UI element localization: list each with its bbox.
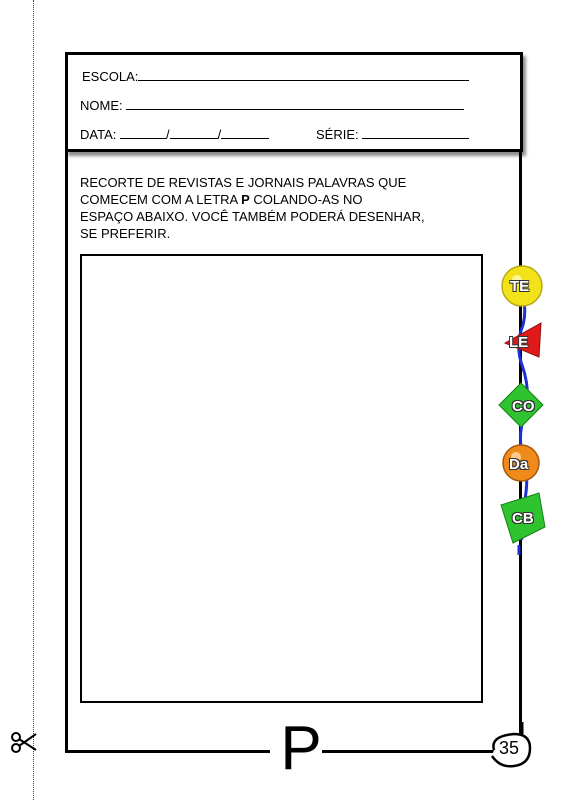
decor-label-cb: CB — [512, 510, 534, 527]
nome-field[interactable] — [80, 97, 464, 113]
nome-line — [126, 97, 464, 110]
escola-label: ESCOLA: — [82, 69, 139, 84]
data-separator: / — [165, 127, 170, 142]
escola-line — [138, 68, 469, 81]
serie-label: SÉRIE: — [316, 127, 359, 142]
instructions-line: RECORTE DE REVISTAS E JORNAIS PALAVRAS QUE — [80, 175, 407, 190]
data-separator: / — [217, 127, 222, 142]
page-number: 35 — [498, 738, 520, 758]
data-month-line — [170, 126, 218, 139]
instructions-text — [80, 174, 460, 242]
data-year-line — [221, 126, 269, 139]
data-field[interactable] — [80, 126, 269, 142]
instructions-line: COMECEM COM A LETRA P COLANDO-AS NO — [80, 192, 363, 207]
footer-line — [65, 750, 270, 753]
letter-heading: P — [280, 714, 322, 783]
serie-line — [362, 126, 469, 139]
decor-label-le: LE — [509, 334, 529, 351]
decor-label-te: TE — [510, 278, 530, 295]
instructions-line: SE PREFERIR. — [80, 226, 171, 241]
data-day-line — [120, 126, 166, 139]
nome-label: NOME: — [80, 98, 123, 113]
decor-label-da: Da — [509, 456, 529, 473]
work-area[interactable] — [80, 254, 483, 703]
cut-line — [33, 0, 34, 800]
footer-line — [322, 750, 494, 753]
data-label: DATA: — [80, 127, 117, 142]
highlight-letter: P — [241, 192, 250, 207]
serie-field[interactable] — [316, 126, 469, 142]
instructions-line: ESPAÇO ABAIXO. VOCÊ TAMBÉM PODERÁ DESENHAR, — [80, 209, 425, 224]
decor-label-co: CO — [512, 398, 535, 415]
escola-field[interactable] — [82, 68, 469, 84]
scissors-icon — [8, 728, 38, 758]
